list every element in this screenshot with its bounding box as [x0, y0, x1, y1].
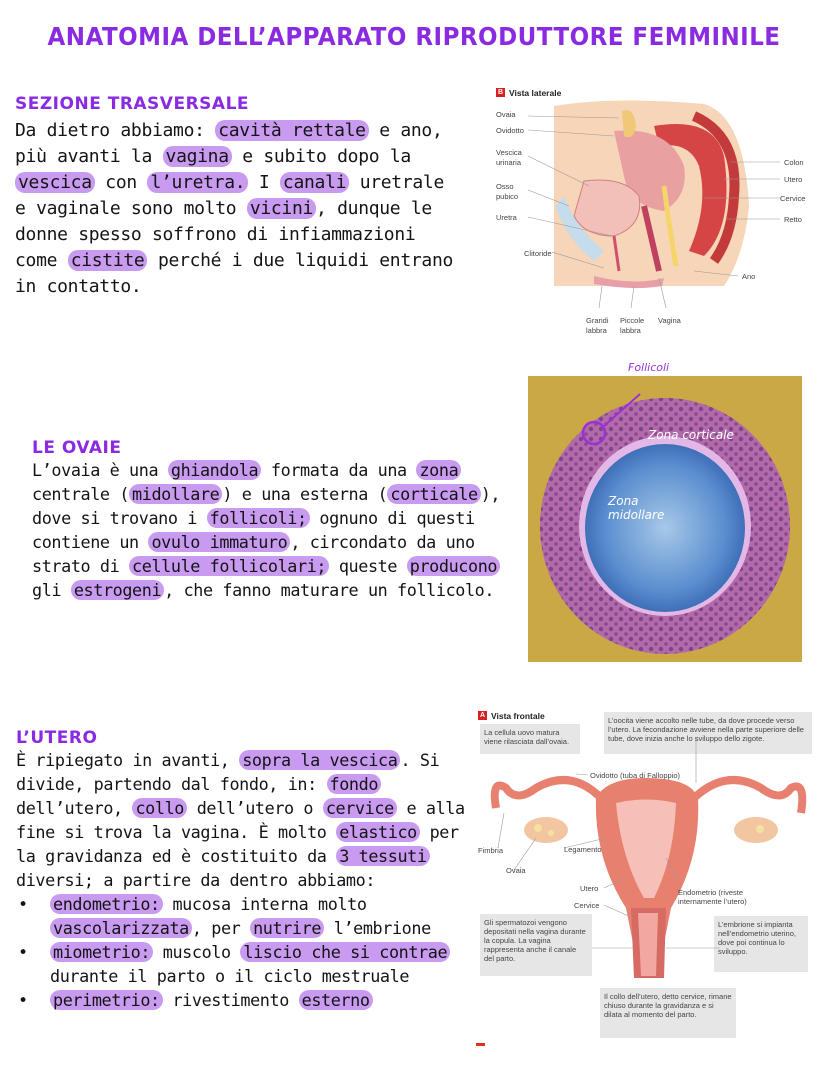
annot-zona-midollare: Zona midollare: [608, 494, 665, 522]
section-text-ovaie: L’ovaia è una ghiandola formata da una zona centrale ( midollare ) e una esterna ( corticale ), dove si trovano i follicoli; ognuno di questi contiene un ovulo immaturo , circondato da uno strato di cellule follicolari; queste producono gli estrogeni , che fanno maturare un follicolo.: [32, 460, 501, 600]
label-ovidotto-tuba: Ovidotto (tuba di Falloppio): [590, 771, 681, 780]
figure-badge: B: [497, 89, 504, 96]
page-title: ANATOMIA DELL’APPARATO RIPRODUTTORE FEMMINILE: [47, 22, 781, 51]
tissue-list: [16, 892, 466, 1012]
note-spermatozoi: Gli spermatozoi vengono depositati nella vagina durante la copula. La vagina rappresenta anche il canale del parto.: [484, 918, 586, 963]
section-heading-ovaie: LE OVAIE: [32, 438, 122, 458]
label-clitoride: Clitoride: [524, 249, 552, 258]
label-ovaia: Ovaia: [506, 866, 526, 875]
figure-lateral-view: [494, 86, 814, 338]
label-ovaia: Ovaia: [496, 110, 516, 119]
list-item: • miometrio: muscolo liscio che si contrae durante il parto o il ciclo mestruale: [16, 940, 466, 988]
label-vagina: Vagina: [658, 316, 681, 325]
note-embrione: L’embrione si impianta nell’endometrio uterino, dove poi continua lo sviluppo.: [718, 920, 796, 956]
section-text-sezione: Da dietro abbiamo: cavità rettale e ano, più avanti la vagina e subito dopo la vescica con l’uretra. I canali uretrale e vaginale sono molto vicini , dunque le donne spesso soffrono di infiammazioni come cistite perché i due liquidi entrano in contatto.: [15, 120, 454, 297]
label-endometrio: Endometrio (riveste internamente l’utero): [678, 888, 747, 906]
note-cellula-uovo: La cellula uovo matura viene rilasciata dall’ovaia.: [484, 728, 570, 746]
label-utero: Utero: [784, 175, 803, 184]
label-cervice: Cervice: [780, 194, 806, 203]
label-utero: Utero: [580, 884, 599, 893]
label-uretra: Uretra: [496, 213, 517, 222]
label-grandi-labbra: Grandi labbra: [586, 316, 609, 335]
figure-frontal-view: [476, 708, 814, 1042]
page-marker: [476, 1043, 485, 1046]
section-text-utero: [16, 748, 466, 1012]
utero-paragraph: È ripiegato in avanti, sopra la vescica . Si divide, partendo dal fondo, in: fondo dell’utero, collo dell’utero o cervice e alla fine si trova la vagina. È molto elastico per la gravidanza ed è costituito da 3 tessuti diversi; a partire da dentro abbiamo:: [16, 750, 465, 890]
label-cervice: Cervice: [574, 901, 600, 910]
figure-badge: A: [479, 712, 486, 719]
note-oocita: L’oocita viene accolto nelle tube, da dove procede verso l’utero. La fecondazione avviene nella parte superiore delle tube, dove inizia anche lo sviluppo dello zigote.: [608, 716, 804, 743]
label-osso-pubico: Osso pubico: [496, 182, 519, 201]
figure-follicle-micrograph: [528, 376, 802, 662]
label-vescica: Vescica urinaria: [496, 148, 522, 167]
figure-heading: Vista laterale: [509, 88, 562, 98]
label-fimbria: Fimbria: [478, 846, 504, 855]
label-ovidotto: Ovidotto: [496, 126, 524, 135]
annot-follicoli: Follicoli: [628, 361, 670, 374]
label-piccole-labbra: Piccole labbra: [620, 316, 645, 335]
label-retto: Retto: [784, 215, 802, 224]
label-ano: Ano: [742, 272, 756, 281]
note-collo-utero: Il collo dell’utero, detto cervice, rimane chiuso durante la gravidanza e si dilata al momento del parto.: [604, 992, 732, 1019]
figure-heading: Vista frontale: [491, 711, 545, 721]
section-heading-sezione: SEZIONE TRASVERSALE: [15, 94, 250, 114]
section-heading-utero: L’UTERO: [16, 728, 98, 748]
annot-zona-corticale: Zona corticale: [648, 428, 734, 442]
label-colon: Colon: [784, 158, 804, 167]
lateral-anatomy-illustration: [494, 86, 814, 338]
list-item: • endometrio: mucosa interna molto vascolarizzata , per nutrire l’embrione: [16, 892, 466, 940]
label-legamento: Legamento: [564, 845, 602, 854]
list-item: • perimetrio: rivestimento esterno: [16, 988, 466, 1012]
